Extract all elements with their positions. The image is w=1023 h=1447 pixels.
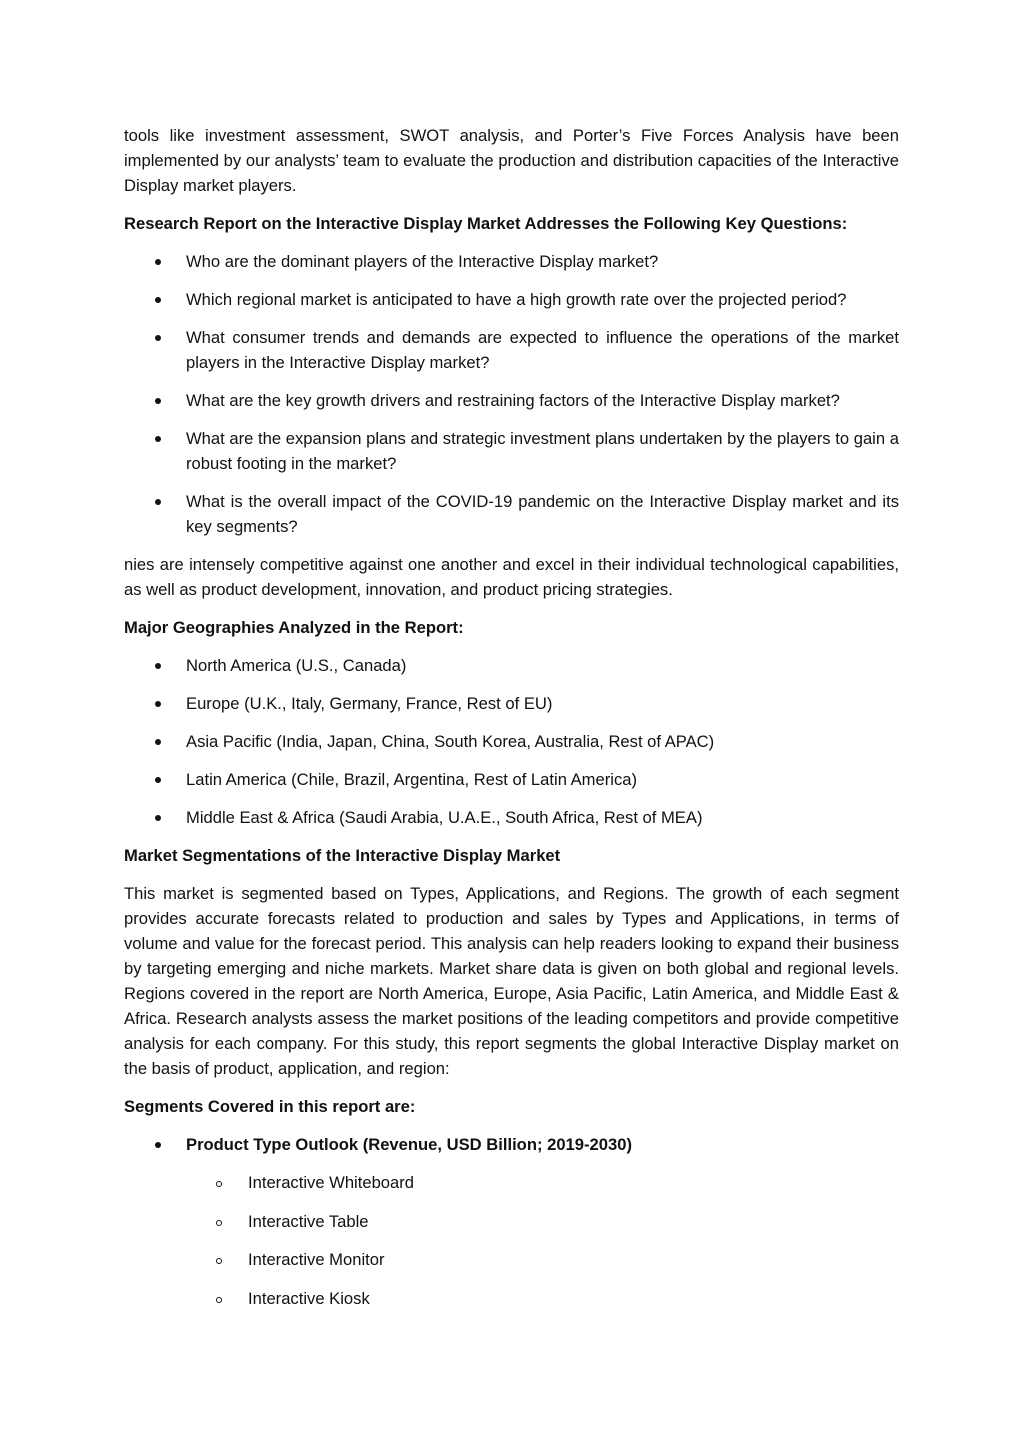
bullet-icon [155,739,161,745]
circle-bullet-icon [216,1181,222,1187]
bullet-icon [155,297,161,303]
circle-bullet-icon [216,1220,222,1226]
document-page [124,123,899,1325]
list-item: Middle East & Africa (Saudi Arabia, U.A.E., South Africa, Rest of MEA) [124,805,899,830]
list-item: What are the key growth drivers and restraining factors of the Interactive Display market? [124,388,899,413]
bullet-icon [155,777,161,783]
product-types-list [124,1170,899,1311]
list-item: Europe (U.K., Italy, Germany, France, Rest of EU) [124,691,899,716]
segmentation-heading: Market Segmentations of the Interactive Display Market [124,846,561,865]
list-item: Interactive Whiteboard [124,1170,899,1195]
segmentation-paragraph: This market is segmented based on Types, Applications, and Regions. The growth of each segment provides accurate forecasts related to production and sales by Types and Applications, in terms of volume and value for the forecast period. This analysis can help readers looking to expand their business by targeting emerging and niche markets. Market share data is given on both global and regional levels. Regions covered in the report are North America, Europe, Asia Pacific, Latin America, and Middle East & Africa. Research analysts assess the market positions of the leading competitors and provide competitive analysis for each company. For this study, this report segments the global Interactive Display market on the basis of product, application, and region: [124,884,899,1078]
list-item: What are the expansion plans and strategic investment plans undertaken by the players to gain a robust footing in the market? [124,426,899,476]
list-item: What consumer trends and demands are expected to influence the operations of the market players in the Interactive Display market? [124,325,899,375]
bullet-icon [155,701,161,707]
geographies-list [124,653,899,830]
bullet-icon [155,335,161,341]
bullet-icon [155,1142,161,1148]
bullet-icon [155,663,161,669]
bullet-icon [155,398,161,404]
questions-heading: Research Report on the Interactive Display Market Addresses the Following Key Questions: [124,214,848,233]
list-item: North America (U.S., Canada) [124,653,899,678]
circle-bullet-icon [216,1297,222,1303]
product-outlook-label: Product Type Outlook (Revenue, USD Billion; 2019-2030) [186,1135,632,1154]
circle-bullet-icon [216,1258,222,1264]
list-item: Interactive Kiosk [124,1286,899,1311]
list-item: What is the overall impact of the COVID-19 pandemic on the Interactive Display market and its key segments? [124,489,899,539]
bullet-icon [155,259,161,265]
bullet-icon [155,499,161,505]
questions-list [124,249,899,539]
list-item: Latin America (Chile, Brazil, Argentina, Rest of Latin America) [124,767,899,792]
segments-heading: Segments Covered in this report are: [124,1097,416,1116]
list-item: Interactive Monitor [124,1247,899,1272]
list-item: Who are the dominant players of the Interactive Display market? [124,249,899,274]
list-item: Interactive Table [124,1209,899,1234]
bullet-icon [155,815,161,821]
bullet-icon [155,436,161,442]
list-item: Asia Pacific (India, Japan, China, South Korea, Australia, Rest of APAC) [124,729,899,754]
list-item: Which regional market is anticipated to have a high growth rate over the projected period? [124,287,899,312]
segments-list [124,1132,899,1157]
geographies-heading: Major Geographies Analyzed in the Report: [124,618,464,637]
competition-paragraph: nies are intensely competitive against one another and excel in their individual technological capabilities, as well as product development, innovation, and product pricing strategies. [124,555,899,599]
intro-paragraph: tools like investment assessment, SWOT analysis, and Porter’s Five Forces Analysis have been implemented by our analysts’ team to evaluate the production and distribution capacities of the Interactive Display market players. [124,126,899,195]
list-item [124,1132,899,1157]
